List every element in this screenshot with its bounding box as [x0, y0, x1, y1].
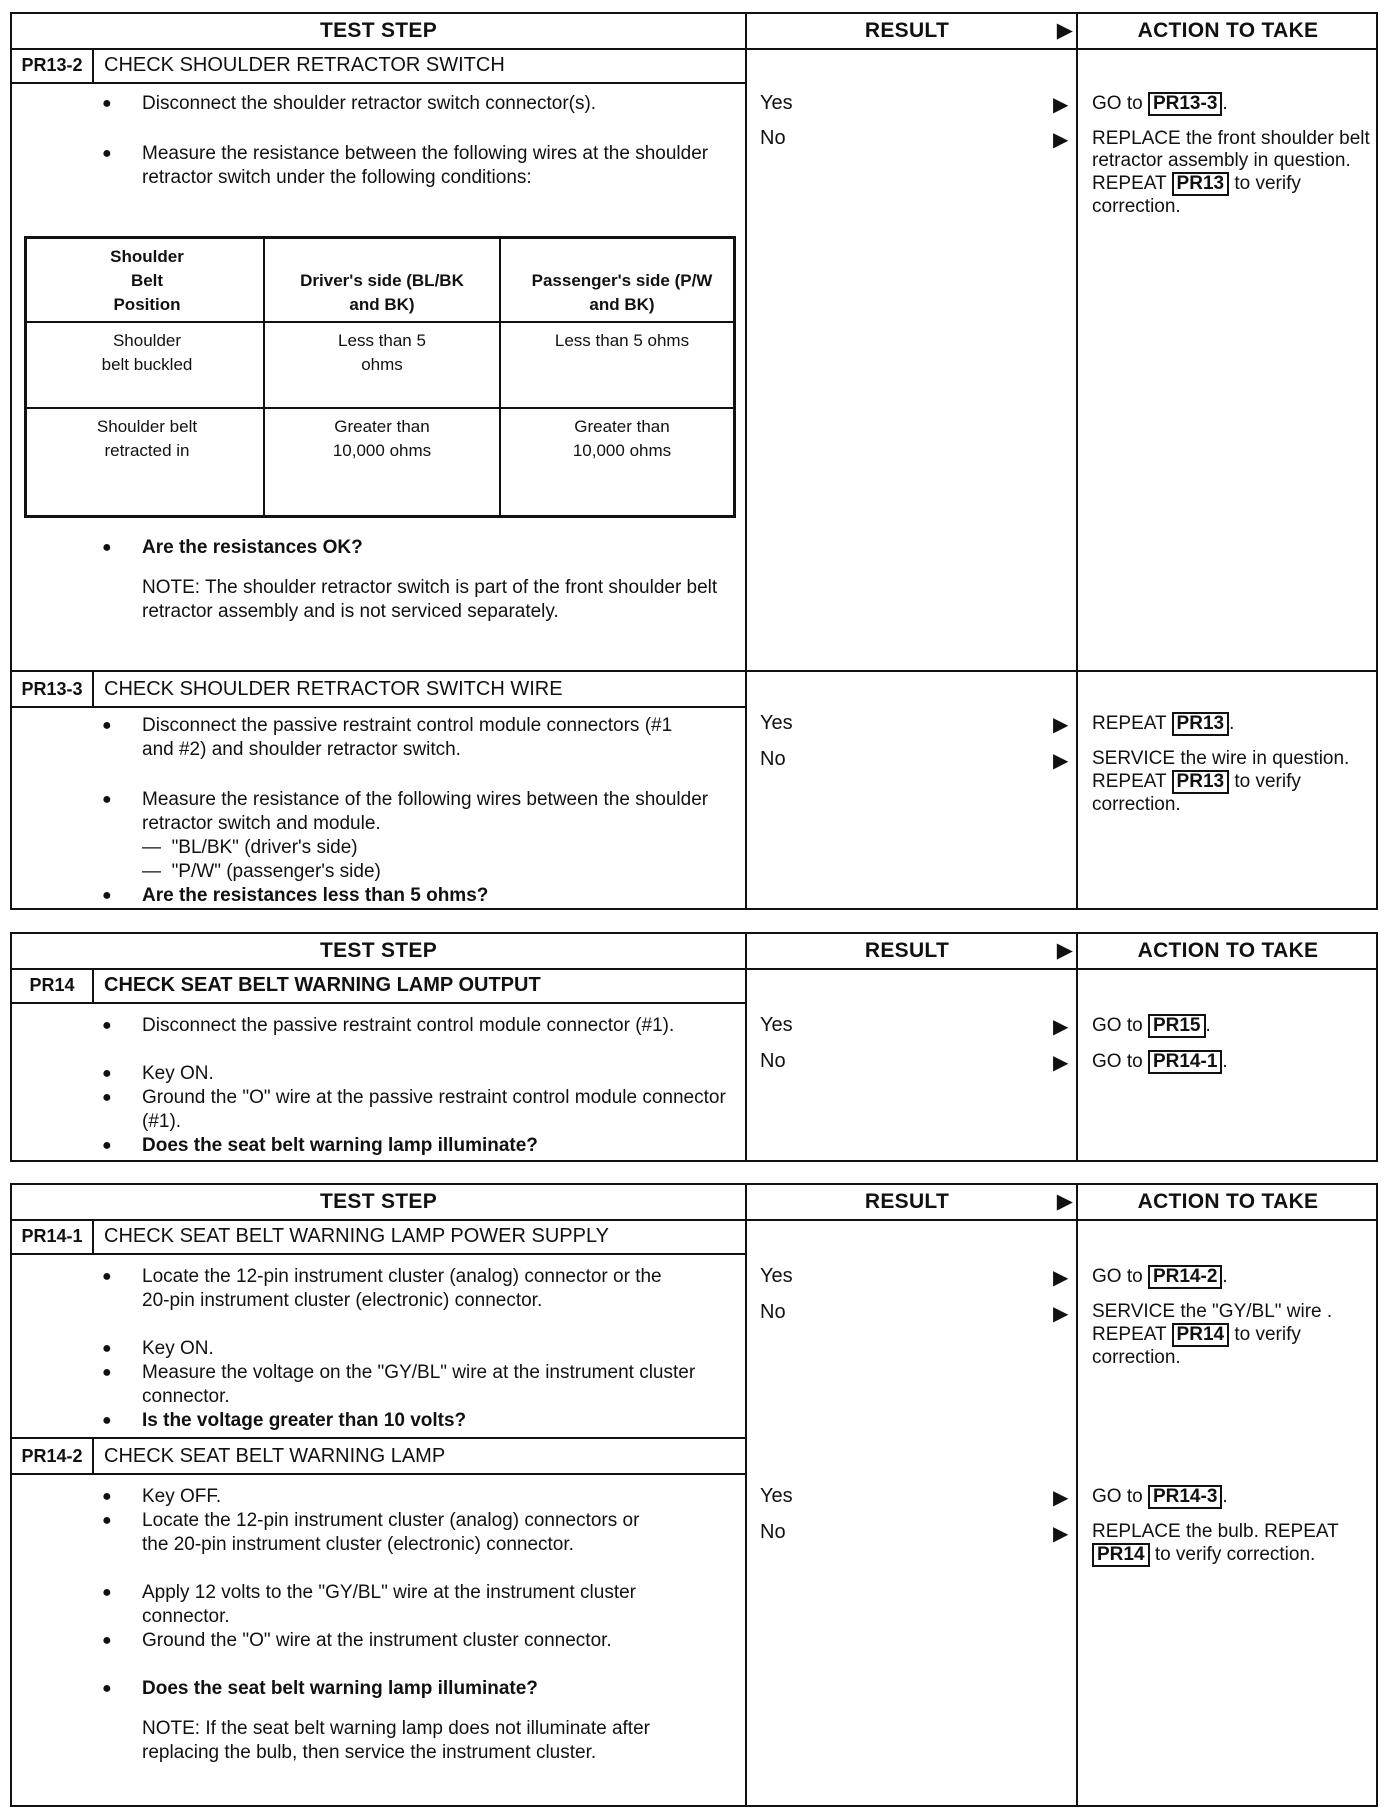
bullet-icon: ●	[102, 539, 112, 556]
arrow-icon: ▶	[1053, 714, 1069, 736]
bullet-item: ● Locate the 12-pin instrument cluster (analog) connectors or the 20-pin instrument cluster (electronic) connector.	[102, 1510, 640, 1555]
arrow-icon: ▶	[1053, 1016, 1069, 1038]
result-yes: Yes	[760, 1485, 793, 1507]
action-yes: GO to PR14-3 .	[1092, 1486, 1228, 1507]
table-header	[12, 934, 1376, 970]
resistance-table	[24, 236, 736, 518]
step-title-row	[12, 672, 745, 708]
bullet-item: ● Locate the 12-pin instrument cluster (analog) connector or the 20-pin instrument cluster (electronic) connector.	[102, 1266, 662, 1311]
result-yes: Yes	[760, 1014, 793, 1036]
step-reference-link[interactable]: PR15	[1148, 1014, 1206, 1038]
arrow-icon: ▶	[1053, 1487, 1069, 1509]
result-yes: Yes	[760, 92, 793, 114]
bullet-icon: ●	[102, 1512, 112, 1529]
table-header	[12, 14, 1376, 50]
resistance-table-cell: Shoulder belt buckled	[101, 331, 193, 374]
test-table-pr14	[10, 932, 1378, 1162]
bullet-item: ● Is the voltage greater than 10 volts?	[102, 1410, 467, 1431]
result-no: No	[760, 127, 786, 149]
action-yes: GO to PR13-3 .	[1092, 93, 1228, 114]
bullet-icon: ●	[102, 1137, 112, 1154]
bullet-icon: ●	[102, 95, 112, 112]
note-text: NOTE: The shoulder retractor switch is part of the front shoulder belt retractor assembly and is not serviced separately.	[142, 577, 718, 622]
arrow-icon: ▶	[1053, 94, 1069, 116]
action-yes: GO to PR14-2 .	[1092, 1266, 1228, 1287]
action-no: SERVICE the wire in question. REPEAT PR13 to verify correction.	[1092, 748, 1350, 815]
step-reference-link[interactable]: PR14-1	[1148, 1050, 1222, 1074]
step-title-row	[12, 968, 745, 1004]
bullet-item: ● Measure the resistance of the following wires between the shoulder retractor switch and module.	[102, 789, 709, 834]
arrow-icon: ▶	[1053, 1052, 1069, 1074]
table-header	[12, 1185, 1376, 1221]
step-title: CHECK SHOULDER RETRACTOR SWITCH	[104, 54, 505, 76]
bullet-item: ● Disconnect the shoulder retractor switch connector(s).	[102, 93, 597, 114]
resistance-table-header: Driver's side (BL/BK and BK)	[300, 271, 464, 314]
header-result: RESULT	[864, 19, 950, 42]
header-result: RESULT	[864, 1190, 950, 1213]
step-reference-link[interactable]: PR14-3	[1148, 1485, 1222, 1509]
bullet-icon: ●	[102, 1268, 112, 1285]
step-reference-link[interactable]: PR14-2	[1148, 1265, 1222, 1289]
header-result: RESULT	[864, 939, 950, 962]
bullet-item: ● Disconnect the passive restraint control module connectors (#1 and #2) and shoulder retractor switch.	[102, 715, 673, 760]
bullet-icon: ●	[102, 1340, 112, 1357]
arrow-icon: ▶	[1056, 19, 1074, 42]
bullet-icon: ●	[102, 717, 112, 734]
resistance-table-cell: Greater than 10,000 ohms	[572, 417, 672, 460]
result-no: No	[760, 1050, 786, 1072]
step-title-row	[12, 1219, 745, 1255]
resistance-table-cell: Greater than 10,000 ohms	[332, 417, 432, 460]
bullet-item: ● Key ON.	[102, 1063, 214, 1084]
bullet-icon: ●	[102, 1488, 112, 1505]
arrow-icon: ▶	[1053, 1523, 1069, 1545]
step-reference-link[interactable]: PR13-3	[1148, 92, 1222, 116]
header-action: ACTION TO TAKE	[1137, 939, 1319, 962]
bullet-icon: ●	[102, 791, 112, 808]
arrow-icon: ▶	[1053, 129, 1069, 151]
header-action: ACTION TO TAKE	[1137, 1190, 1319, 1213]
bullet-item: ● Key ON.	[102, 1338, 214, 1359]
column-divider	[1076, 1185, 1078, 1805]
arrow-icon: ▶	[1056, 1190, 1074, 1213]
bullet-icon: ●	[102, 1680, 112, 1697]
bullet-icon: ●	[102, 145, 112, 162]
result-yes: Yes	[760, 1265, 793, 1287]
column-divider	[745, 14, 747, 908]
header-test-step: TEST STEP	[319, 19, 438, 42]
action-yes: GO to PR15 .	[1092, 1015, 1211, 1036]
header-test-step: TEST STEP	[319, 1190, 438, 1213]
arrow-icon: ▶	[1053, 1267, 1069, 1289]
step-title: CHECK SEAT BELT WARNING LAMP	[104, 1445, 446, 1467]
result-no: No	[760, 1301, 786, 1323]
bullet-item: ● Does the seat belt warning lamp illuminate?	[102, 1678, 538, 1699]
bullet-item: ● Apply 12 volts to the "GY/BL" wire at the instrument cluster connector.	[102, 1582, 636, 1627]
step-id: PR13-3	[12, 672, 94, 706]
bullet-icon: ●	[102, 1089, 112, 1106]
arrow-icon: ▶	[1053, 1303, 1069, 1325]
action-no: REPLACE the front shoulder belt retractor assembly in question. REPEAT PR13 to verify correction.	[1092, 128, 1370, 217]
step-id: PR14-1	[12, 1219, 94, 1253]
dash-item: — "P/W" (passenger's side)	[142, 861, 381, 882]
bullet-icon: ●	[102, 1632, 112, 1649]
bullet-icon: ●	[102, 1584, 112, 1601]
step-reference-link[interactable]: PR14	[1092, 1543, 1150, 1567]
resistance-table-header: Shoulder Belt Position	[110, 247, 184, 314]
bullet-item: ● Disconnect the passive restraint control module connector (#1).	[102, 1015, 675, 1036]
column-divider	[745, 1185, 747, 1805]
step-reference-link[interactable]: PR14	[1172, 1323, 1230, 1347]
step-reference-link[interactable]: PR13	[1172, 712, 1230, 736]
bullet-item: ● Key OFF.	[102, 1486, 222, 1507]
dash-item: — "BL/BK" (driver's side)	[142, 837, 358, 858]
resistance-table-cell: Shoulder belt retracted in	[96, 417, 198, 460]
result-yes: Yes	[760, 712, 793, 734]
bullet-item: ● Measure the voltage on the "GY/BL" wire at the instrument cluster connector.	[102, 1362, 696, 1407]
step-title: CHECK SHOULDER RETRACTOR SWITCH WIRE	[104, 678, 563, 700]
action-no: GO to PR14-1 .	[1092, 1051, 1228, 1072]
bullet-item: ● Ground the "O" wire at the instrument cluster connector.	[102, 1630, 612, 1651]
step-reference-link[interactable]: PR13	[1172, 770, 1230, 794]
result-no: No	[760, 1521, 786, 1543]
arrow-icon: ▶	[1053, 750, 1069, 772]
column-divider	[1076, 14, 1078, 908]
test-table-pr14-1	[10, 1183, 1378, 1807]
arrow-icon: ▶	[1056, 939, 1074, 962]
result-no: No	[760, 748, 786, 770]
bullet-item: ● Does the seat belt warning lamp illuminate?	[102, 1135, 538, 1156]
step-reference-link[interactable]: PR13	[1172, 172, 1230, 196]
bullet-item: ● Are the resistances OK?	[102, 537, 363, 558]
bullet-icon: ●	[102, 887, 112, 904]
test-table-pr13	[10, 12, 1378, 910]
bullet-item: ● Are the resistances less than 5 ohms?	[102, 885, 489, 906]
bullet-icon: ●	[102, 1412, 112, 1429]
step-title-row	[12, 48, 745, 84]
header-test-step: TEST STEP	[319, 939, 438, 962]
step-title: CHECK SEAT BELT WARNING LAMP POWER SUPPLY	[104, 1225, 609, 1247]
bullet-icon: ●	[102, 1065, 112, 1082]
step-title-row	[12, 1439, 745, 1475]
action-no: REPLACE the bulb. REPEAT PR14 to verify correction.	[1092, 1521, 1339, 1565]
bullet-item: ● Ground the "O" wire at the passive restraint control module connector (#1).	[102, 1087, 726, 1132]
step-id: PR13-2	[12, 48, 94, 82]
header-action: ACTION TO TAKE	[1137, 19, 1319, 42]
step-id: PR14-2	[12, 1439, 94, 1473]
bullet-icon: ●	[102, 1364, 112, 1381]
resistance-table-cell: Less than 5 ohms	[338, 331, 426, 374]
step-title: CHECK SEAT BELT WARNING LAMP OUTPUT	[104, 974, 541, 996]
action-no: SERVICE the "GY/BL" wire . REPEAT PR14 to verify correction.	[1092, 1301, 1333, 1368]
step-id: PR14	[12, 968, 94, 1002]
bullet-item: ● Measure the resistance between the following wires at the shoulder retractor switch under the following conditions:	[102, 143, 709, 188]
note-text: NOTE: If the seat belt warning lamp does not illuminate after replacing the bulb, then service the instrument cluster.	[142, 1718, 650, 1763]
resistance-table-header: Passenger's side (P/W and BK)	[531, 271, 713, 314]
resistance-table-cell: Less than 5 ohms	[554, 331, 690, 350]
action-yes: REPEAT PR13 .	[1092, 713, 1235, 734]
bullet-icon: ●	[102, 1017, 112, 1034]
